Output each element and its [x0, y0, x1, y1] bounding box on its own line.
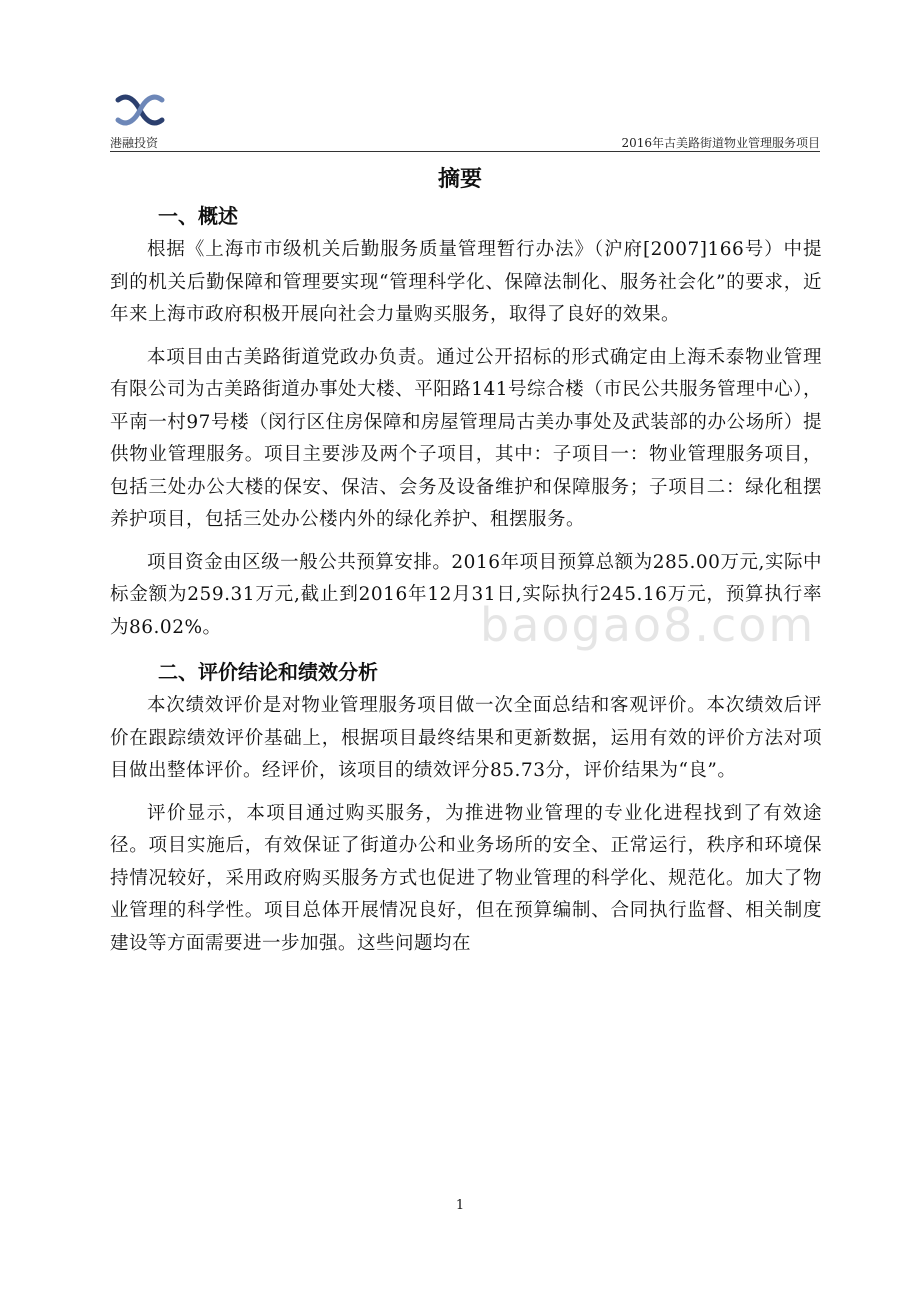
paragraph: 本次绩效评价是对物业管理服务项目做一次全面总结和客观评价。本次绩效后评价在跟踪绩效评价基础上，根据项目最终结果和更新数据，运用有效的评价方法对项目做出整体评价。经评价，该项目的绩效评分85.73分，评价结果为“良”。: [110, 695, 822, 781]
paragraph: 评价显示，本项目通过购买服务，为推进物业管理的专业化进程找到了有效途径。项目实施后，有效保证了街道办公和业务场所的安全、正常运行，秩序和环境保持情况较好，采用政府购买服务方式也促进了物业管理的科学化、规范化。加大了物业管理的科学性。项目总体开展情况良好，但在预算编制、合同执行监督、相关制度建设等方面需要进一步加强。这些问题均在: [110, 802, 822, 954]
watermark: baogao8.com: [480, 598, 816, 652]
document-body: [110, 198, 822, 970]
section-heading-conclusion: 二、评价结论和绩效分析: [158, 660, 378, 684]
section-heading-overview: 一、概述: [158, 204, 238, 228]
paragraph: 根据《上海市市级机关后勤服务质量管理暂行办法》（沪府[2007]166号）中提到的机关后勤保障和管理要实现“管理科学化、保障法制化、服务社会化”的要求，近年来上海市政府积极开展向社会力量购买服务，取得了良好的效果。: [110, 239, 822, 325]
header-divider: [110, 151, 820, 152]
paragraph: 本项目由古美路街道党政办负责。通过公开招标的形式确定由上海禾泰物业管理有限公司为古美路街道办事处大楼、平阳路141号综合楼（市民公共服务管理中心），平南一村97号楼（闵行区住房保障和房屋管理局古美办事处及武装部的办公场所）提供物业管理服务。项目主要涉及两个子项目，其中：子项目一：物业管理服务项目，包括三处办公大楼的保安、保洁、会务及设备维护和保障服务；子项目二：绿化租摆养护项目，包括三处办公楼内外的绿化养护、租摆服务。: [110, 346, 822, 530]
paragraph: 项目资金由区级一般公共预算安排。2016年项目预算总额为285.00万元,实际中标金额为259.31万元,截止到2016年12月31日,实际执行245.16万元，预算执行率为86.02%。: [110, 551, 822, 638]
page-title: 摘要: [437, 167, 482, 192]
company-logo-icon: [112, 92, 168, 128]
document-header-title: 2016年古美路街道物业管理服务项目: [621, 136, 820, 150]
page-number: 1: [455, 1198, 465, 1213]
company-name: 港融投资: [110, 136, 159, 150]
